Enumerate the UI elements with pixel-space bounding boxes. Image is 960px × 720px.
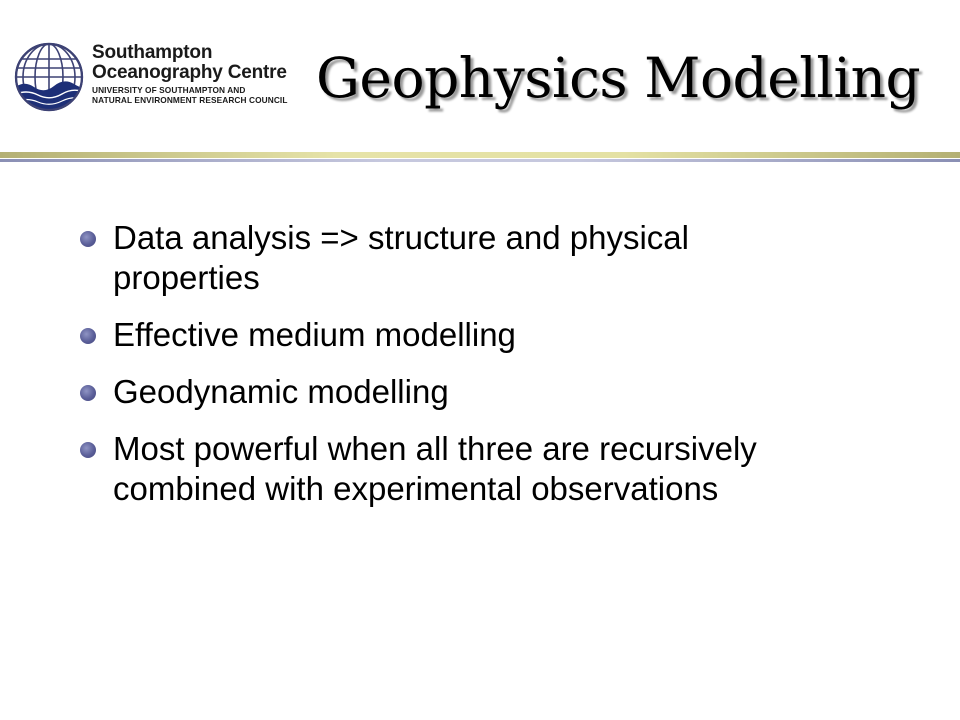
bullet-text: Geodynamic modelling [113,373,449,410]
logo-name-line1: Southampton [92,42,213,63]
slide-title: Geophysics Modelling [316,46,921,110]
bullet-dot-icon [80,231,96,247]
bullet-dot-icon [80,385,96,401]
logo-subtitle-line1: UNIVERSITY OF SOUTHAMPTON AND [92,85,246,95]
bullet-dot-icon [80,328,96,344]
logo-name-line2: Oceanography Centre [92,62,287,83]
bullet-item [76,218,896,298]
bullet-list [76,218,896,526]
bullet-text: Effective medium modelling [113,316,516,353]
bullet-dot-icon [80,442,96,458]
bullet-item [76,372,896,412]
bullet-text: Most powerful when all three are recursively combined with experimental observations [113,430,757,507]
bullet-item [76,429,896,509]
soc-logo [12,38,302,114]
title-divider-gold [0,152,960,158]
title-divider-lavender [0,159,960,162]
bullet-item [76,315,896,355]
bullet-text: Data analysis => structure and physical properties [113,219,689,296]
globe-wave-icon [12,40,86,114]
logo-subtitle-line2: NATURAL ENVIRONMENT RESEARCH COUNCIL [92,95,288,105]
